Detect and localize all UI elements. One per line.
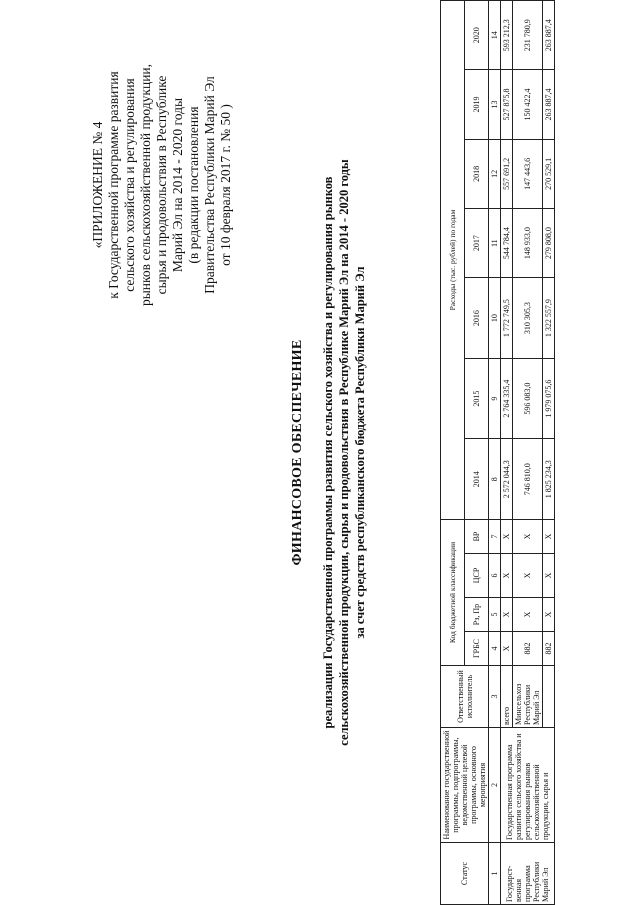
col-number: 6 <box>489 554 501 598</box>
col-number: 14 <box>489 1 501 70</box>
cell-value: 231 780,9 <box>513 1 543 70</box>
header-year: 2020 <box>465 1 489 70</box>
header-name: Наименование государственной программы, подпрограммы, ведомственной целевой программы, основного мероприятия <box>441 728 489 843</box>
cell-vr: X <box>513 520 543 554</box>
col-number: 4 <box>489 632 501 666</box>
document-title <box>290 0 368 905</box>
header-year: 2017 <box>465 209 489 278</box>
row-status: Государст-венная программа Республики Марий Эл <box>501 843 555 905</box>
cell-rzpr: X <box>513 598 543 632</box>
cell-value: 150 422,4 <box>513 70 543 139</box>
header-year: 2018 <box>465 139 489 208</box>
cell-value: 147 443,6 <box>513 139 543 208</box>
col-number: 3 <box>489 666 501 728</box>
cell-value: 2 572 044,3 <box>501 439 513 520</box>
title-line: за счет средств республиканского бюджета Республики Марий Эл <box>353 266 367 639</box>
cell-value: 557 691,2 <box>501 139 513 208</box>
appendix-block <box>90 55 234 315</box>
cell-value: 270 529,1 <box>543 139 555 208</box>
cell-value: 746 810,0 <box>513 439 543 520</box>
cell-value: 1 322 557,9 <box>543 278 555 359</box>
appendix-line: к Государственной программе развития <box>106 71 121 299</box>
cell-value: 263 887,4 <box>543 1 555 70</box>
cell-value: 544 784,4 <box>501 209 513 278</box>
header-csr: ЦСР <box>465 554 489 598</box>
col-number: 2 <box>489 728 501 843</box>
header-year: 2019 <box>465 70 489 139</box>
cell-value: 596 083,0 <box>513 358 543 439</box>
title-line: реализации Государственной программы развития сельского хозяйства и регулирования рынков <box>321 176 335 729</box>
col-number: 9 <box>489 358 501 439</box>
col-number: 5 <box>489 598 501 632</box>
appendix-line: сельского хозяйства и регулирования <box>122 78 137 292</box>
header-year: 2016 <box>465 278 489 359</box>
header-status: Статус <box>441 843 489 905</box>
row-executor <box>543 666 555 728</box>
cell-vr: X <box>501 520 513 554</box>
title-main: ФИНАНСОВОЕ ОБЕСПЕЧЕНИЕ <box>290 339 305 566</box>
cell-csr: X <box>513 554 543 598</box>
cell-value: 527 875,8 <box>501 70 513 139</box>
col-number: 8 <box>489 439 501 520</box>
col-number: 13 <box>489 70 501 139</box>
cell-value: 148 933,0 <box>513 209 543 278</box>
cell-value: 263 887,4 <box>543 70 555 139</box>
col-number: 12 <box>489 139 501 208</box>
col-number: 7 <box>489 520 501 554</box>
cell-rzpr: X <box>501 598 513 632</box>
cell-rzpr: X <box>543 598 555 632</box>
cell-value: 1 979 075,6 <box>543 358 555 439</box>
appendix-line: Марий Эл на 2014 - 2020 годы <box>170 97 185 273</box>
header-year: 2015 <box>465 358 489 439</box>
header-budget-code: Код бюджетной классификации <box>441 520 465 666</box>
cell-grbs: 882 <box>543 632 555 666</box>
cell-csr: X <box>543 554 555 598</box>
col-number: 10 <box>489 278 501 359</box>
appendix-line: (в редакции постановления <box>186 106 201 264</box>
header-rzpr: Рз, Пр <box>465 598 489 632</box>
header-year: 2014 <box>465 439 489 520</box>
header-grbs: ГРБС <box>465 632 489 666</box>
cell-vr: X <box>543 520 555 554</box>
row-executor: всего <box>501 666 513 728</box>
finance-table <box>440 0 555 905</box>
cell-value: 1 825 234,3 <box>543 439 555 520</box>
column-number-row <box>489 1 501 905</box>
cell-value: 593 212,3 <box>501 1 513 70</box>
cell-value: 279 808,0 <box>543 209 555 278</box>
cell-grbs: 882 <box>513 632 543 666</box>
appendix-line: от 10 февраля 2017 г. № 50 ) <box>218 104 233 266</box>
appendix-line: Правительства Республики Марий Эл <box>202 76 217 294</box>
header-executor: Ответственный исполнитель <box>441 666 489 728</box>
col-number: 1 <box>489 843 501 905</box>
title-line: сельскохозяйственной продукции, сырья и продовольствия в Республике Марий Эл на 2014 - 2020 годы <box>337 159 351 746</box>
appendix-line: «ПРИЛОЖЕНИЕ № 4 <box>90 121 105 249</box>
header-row <box>441 1 465 905</box>
col-number: 11 <box>489 209 501 278</box>
row-name: Государственная программа развития сельского хозяйства и регулирования рынков сельскохозяйственной продукции, сырья и <box>501 728 555 843</box>
appendix-line: рынков сельскохозяйственной продукции, <box>138 63 153 307</box>
cell-csr: X <box>501 554 513 598</box>
cell-value: 2 764 335,4 <box>501 358 513 439</box>
table-row <box>501 1 513 905</box>
cell-grbs: X <box>501 632 513 666</box>
row-executor: Минсельхоз Республики Марий Эл <box>513 666 543 728</box>
header-expenses: Расходы (тыс. рублей) по годам <box>441 1 465 520</box>
cell-value: 310 305,3 <box>513 278 543 359</box>
header-vr: ВР <box>465 520 489 554</box>
appendix-line: сырья и продовольствия в Республике <box>154 75 169 295</box>
cell-value: 1 772 749,5 <box>501 278 513 359</box>
